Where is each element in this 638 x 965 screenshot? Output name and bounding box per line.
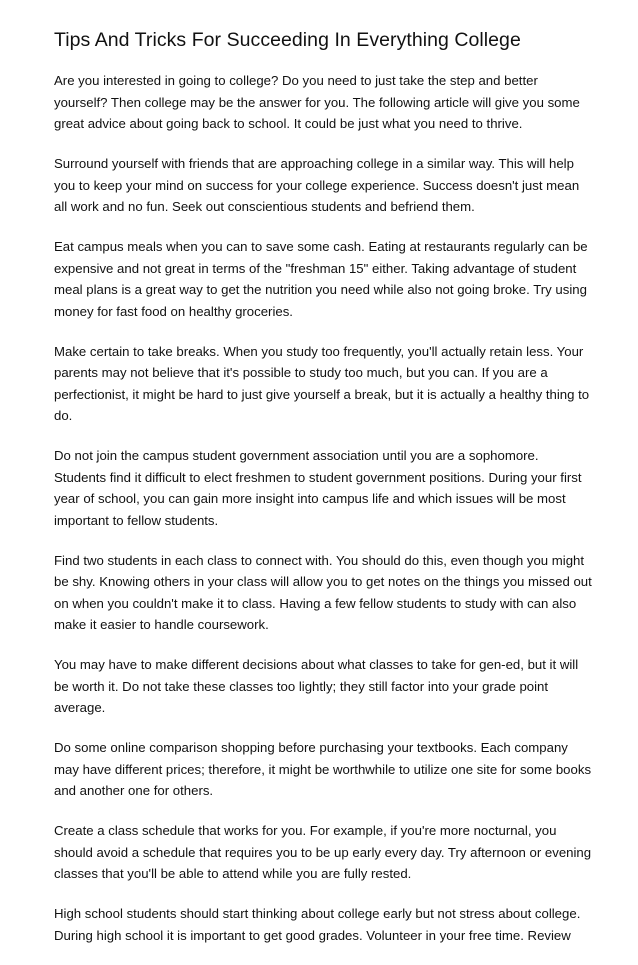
- paragraph: Create a class schedule that works for you. For example, if you're more nocturnal, you should avoid a schedule that requires you to be up early every day. Try afternoon or evening classes that you'll be able to attend while you are fully rested.: [54, 823, 592, 881]
- paragraph: Eat campus meals when you can to save some cash. Eating at restaurants regularly can be expensive and not great in terms of the "freshman 15" either. Taking advantage of student meal plans is a great way to get the nutrition you need while also not going broke. Try using money for fast food on healthy groceries.: [54, 239, 588, 319]
- paragraph: High school students should start thinking about college early but not stress about college. During high school it is important to get good grades. Volunteer in your free time. Review: [54, 906, 581, 943]
- paragraph: Do some online comparison shopping before purchasing your textbooks. Each company may have different prices; therefore, it might be worthwhile to utilize one site for some books and another one for others.: [54, 740, 592, 798]
- paragraph: Make certain to take breaks. When you study too frequently, you'll actually retain less. Your parents may not believe that it's possible to study too much, but you can. If you are a perfectionist, it might be hard to just give yourself a break, but it is actually a healthy thing to do.: [54, 343, 590, 423]
- paragraph: You may have to make different decisions about what classes to take for gen-ed, but it will be worth it. Do not take these classes too lightly; they still factor into your grade point average.: [54, 657, 579, 715]
- document-page: [54, 26, 594, 965]
- paragraph: Find two students in each class to connect with. You should do this, even though you might be shy. Knowing others in your class will allow you to get notes on the things you missed out on when you couldn't make it to class. Having a few fellow students to study with can also make it easier to handle coursework.: [54, 552, 592, 632]
- paragraph: Are you interested in going to college? Do you need to just take the step and better yourself? Then college may be the answer for you. The following article will give you some great advice about going back to school. It could be just what you need to thrive.: [54, 73, 580, 131]
- paragraph: Do not join the campus student government association until you are a sophomore. Students find it difficult to elect freshmen to student government positions. During your first year of school, you can gain more insight into campus life and which issues will be most important to fellow students.: [54, 448, 582, 528]
- paragraph: Surround yourself with friends that are approaching college in a similar way. This will help you to keep your mind on success for your college experience. Success doesn't just mean all work and no fun. Seek out conscientious students and befriend them.: [54, 156, 580, 214]
- document-title: Tips And Tricks For Succeeding In Everything College: [54, 29, 521, 51]
